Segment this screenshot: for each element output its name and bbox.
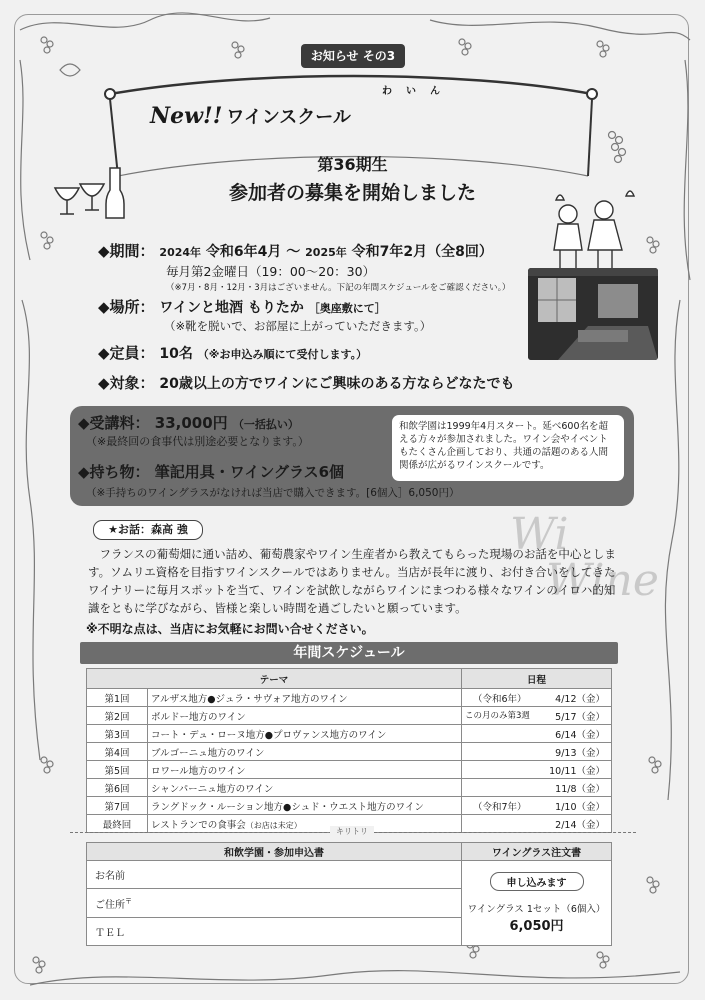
items-line (78, 461, 344, 482)
session-theme: ロワール地方のワイン (148, 761, 462, 779)
speaker-label: ★お話：森高 強 (93, 520, 203, 540)
session-date-cell (462, 797, 612, 815)
table-row (87, 707, 612, 725)
capacity-value: 10名 (159, 346, 193, 362)
title-main: ワインスクール (226, 107, 351, 128)
title-ruby: わいん (382, 86, 454, 97)
session-date: 11/8（金） (462, 779, 612, 797)
target-line (98, 372, 514, 393)
capacity-note: （※お申込み順にて受付します。） (197, 348, 368, 361)
session-number: 第4回 (87, 743, 148, 761)
session-number: 最終回 (87, 815, 148, 833)
talk-body: フランスの葡萄畑に通い詰め、葡萄農家やワイン生産者から教えてもらった現場のお話を中心とします。ソムリエ資格を目指すワインスクールではありません。当店が長年に渡り、お付き合いをしてきたワイナリーに毎月スポットを当て、ワインを試飲しながらワインにまつわる様々なワインのイロハ的知識をともに学びながら、皆様と楽しい時間を過ごしたいと願っています。 (88, 547, 616, 615)
address-field[interactable] (87, 889, 462, 918)
address-label: ご住所 (95, 899, 125, 911)
session-theme-cell (148, 815, 462, 833)
session-theme: レストランでの食事会 (151, 819, 246, 831)
items-value: 筆記用具・ワイングラス6個 (154, 463, 345, 481)
venue-room: ［奥座敷にて］ (308, 302, 386, 315)
table-row (87, 779, 612, 797)
schedule-header-date: 日程 (462, 669, 612, 689)
items-label: ◆持ち物： (78, 463, 150, 481)
session-date: 6/14（金） (462, 725, 612, 743)
school-title (150, 96, 570, 130)
session-number: 第7回 (87, 797, 148, 815)
session-theme: ラングドック・ルーション地方●シュド・ウエスト地方のワイン (148, 797, 462, 815)
session-theme: シャンパーニュ地方のワイン (148, 779, 462, 797)
fee-note: （※最終回の食事代は別途必要となります。） (86, 435, 309, 448)
items-note: （※手持ちのワイングラスがなければ当店で購入できます。[6個入］6,050円） (86, 487, 460, 499)
capacity-label: ◆定員： (98, 344, 155, 362)
session-date: 1/10（金） (555, 801, 605, 813)
form-header-apply: 和飲学園・参加申込書 (87, 843, 462, 861)
term-heading: 第36期生 (317, 155, 388, 174)
session-theme-note: （お店は未定） (245, 820, 302, 830)
recruit-heading: 参加者の募集を開始しました (228, 182, 476, 204)
session-number: 第1回 (87, 689, 148, 707)
session-date: 2/14（金） (462, 815, 612, 833)
table-row (87, 725, 612, 743)
schedule-header-theme: テーマ (87, 669, 462, 689)
cut-label: キリトリ (330, 826, 374, 837)
talk-text (88, 545, 618, 617)
session-theme: コート・デュ・ローヌ地方●プロヴァンス地方のワイン (148, 725, 462, 743)
apply-button[interactable]: 申し込みます (490, 872, 584, 891)
tel-label: ＴＥＬ (95, 928, 125, 939)
watermark-line-1: Wi (510, 509, 569, 560)
period-end-year: 2025年 (305, 246, 347, 259)
fee-pay: （一括払い） (232, 418, 299, 431)
session-theme: ブルゴーニュ地方のワイン (148, 743, 462, 761)
session-theme: アルザス地方●ジュラ・サヴォア地方のワイン (148, 689, 462, 707)
session-date: 10/11（金） (462, 761, 612, 779)
postal-mark: 〒 (125, 897, 132, 906)
fee-value: 33,000円 (154, 414, 228, 432)
session-date-cell (462, 707, 612, 725)
fee-label: ◆受講料： (78, 414, 150, 432)
session-date: 5/17（金） (555, 711, 605, 723)
table-row (87, 743, 612, 761)
schedule-heading: 年間スケジュール (80, 642, 618, 664)
venue-label: ◆場所： (98, 298, 155, 316)
application-form (86, 842, 612, 946)
session-number: 第2回 (87, 707, 148, 725)
session-date-cell (462, 689, 612, 707)
notice-badge: お知らせ その3 (301, 44, 405, 68)
name-label: お名前 (95, 871, 125, 882)
period-label: ◆期間： (98, 242, 155, 260)
session-date-pre: この月のみ第3週 (465, 710, 530, 721)
form-header-glass: ワイングラス注文書 (462, 843, 612, 861)
capacity-line (98, 342, 367, 363)
new-badge-text: New!! (150, 103, 223, 129)
period-start-year: 2024年 (159, 246, 202, 259)
session-date: 4/12（金） (555, 693, 605, 705)
school-about: 和飲学園は1999年4月スタート。延べ600名を超える方々が参加されました。ワイン会やイベントもたくさん企画しており、共通の話題のある人間関係が広がるワインスクールです。 (392, 415, 624, 481)
session-date-pre: （令和6年） (473, 693, 527, 705)
venue-line (98, 296, 386, 317)
period-end: 令和7年2月（全8回） (351, 244, 493, 260)
session-date-pre: （令和7年） (473, 801, 527, 813)
inquiry-note: ※不明な点は、当店にお気軽にお問い合せください。 (86, 622, 374, 636)
venue-note: （※靴を脱いで、お部屋に上がっていただきます。） (164, 319, 432, 333)
name-field[interactable] (87, 861, 462, 889)
period-note: （※7月・8月・12月・3月はございません。下記の年間スケジュールをご確認ください。） (166, 283, 511, 293)
venue-name: ワインと地酒 もりたか (159, 300, 304, 316)
fee-line (78, 412, 299, 433)
glass-order-cell (462, 861, 612, 946)
tel-field[interactable] (87, 918, 462, 946)
period-sep: 〜 (286, 244, 301, 260)
target-value: 20歳以上の方でワインにご興味のある方ならどなたでも (159, 376, 515, 392)
venue-room-photo (528, 268, 658, 360)
period-line (98, 240, 493, 261)
glass-item: ワイングラス 1セット（6個入） (467, 904, 606, 915)
session-number: 第6回 (87, 779, 148, 797)
table-row (87, 689, 612, 707)
schedule-table (86, 668, 612, 833)
period-detail: 毎月第2金曜日（19：00〜20：30） (166, 264, 376, 279)
period-start: 令和6年4月 (205, 244, 282, 260)
session-date: 9/13（金） (462, 743, 612, 761)
table-row (87, 761, 612, 779)
watermark-line-2: Wine (546, 555, 659, 606)
room-photo-drawing (528, 268, 658, 360)
glass-price: 6,050円 (509, 919, 564, 934)
table-row (87, 797, 612, 815)
target-label: ◆対象： (98, 374, 155, 392)
session-number: 第3回 (87, 725, 148, 743)
session-theme: ボルドー地方のワイン (148, 707, 462, 725)
session-number: 第5回 (87, 761, 148, 779)
